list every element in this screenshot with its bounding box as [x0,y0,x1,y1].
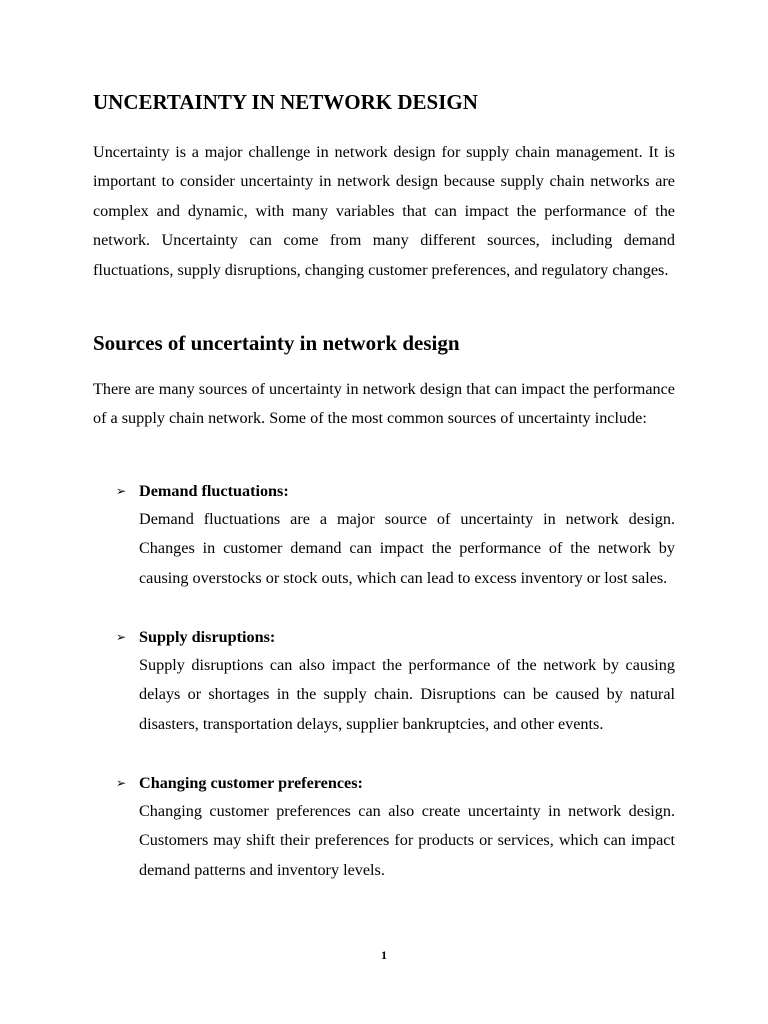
page-title: UNCERTAINTY IN NETWORK DESIGN [93,90,478,114]
section-heading: Sources of uncertainty in network design [93,331,460,355]
bullet-body: Supply disruptions can also impact the performance of the network by causing delays or shortages in the supply chain. Disruptions can be caused by natural disasters, transportation delays, supplier bankruptcies, and other events. [139,656,675,733]
arrow-bullet-icon: ➢ [116,776,127,790]
arrow-bullet-icon: ➢ [116,484,127,498]
section-intro-paragraph: There are many sources of uncertainty in network design that can impact the performance of a supply chain network. Some of the most common sources of uncertainty include: [93,380,675,428]
bullet-heading: Changing customer preferences: [139,774,363,792]
bullet-heading: Supply disruptions: [139,628,276,646]
bullet-item-changing-customer-preferences [116,771,363,795]
bullet-heading: Demand fluctuations: [139,482,289,500]
bullet-body: Demand fluctuations are a major source of uncertainty in network design. Changes in customer demand can impact the performance of the network by causing overstocks or stock outs, which can lead to excess inventory or lost sales. [139,510,675,587]
bullet-item-demand-fluctuations [116,479,289,503]
bullet-item-supply-disruptions [116,625,275,649]
page-number: 1 [381,948,387,962]
intro-paragraph: Uncertainty is a major challenge in network design for supply chain management. It is important to consider uncertainty in network design because supply chain networks are complex and dynamic, with many variables that can impact the performance of the network. Uncertainty can come from many different sources, including demand fluctuations, supply disruptions, changing customer preferences, and regulatory changes. [93,143,675,279]
bullet-body: Changing customer preferences can also create uncertainty in network design. Customers may shift their preferences for products or services, which can impact demand patterns and inventory levels. [139,802,675,879]
arrow-bullet-icon: ➢ [116,630,127,644]
